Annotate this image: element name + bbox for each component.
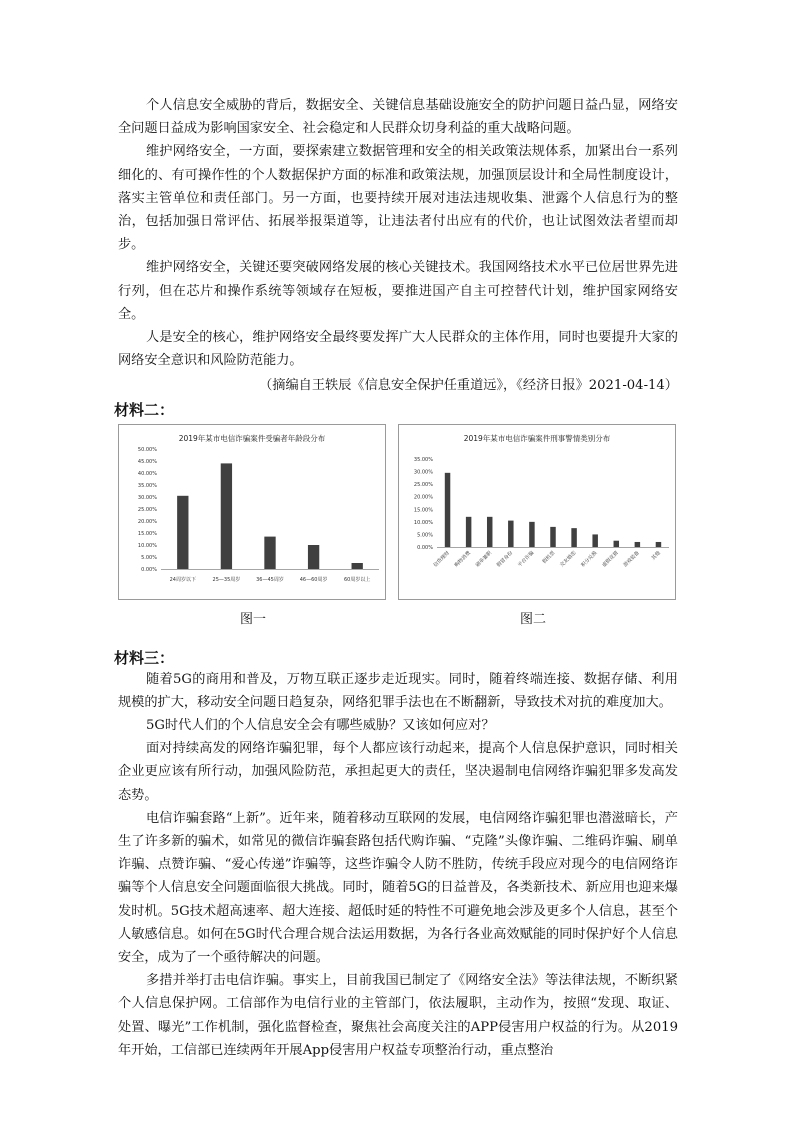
bar	[508, 520, 513, 546]
section-heading-material-2: 材料二：	[114, 400, 175, 419]
charts-row	[118, 424, 678, 646]
document-page	[114, 94, 678, 1062]
bar	[308, 545, 319, 569]
x-tick-label: 刷单兼职	[474, 549, 494, 569]
bar	[656, 542, 661, 547]
figure-caption-2: 图二	[520, 611, 547, 627]
y-tick-label: 0.00%	[417, 544, 433, 551]
y-tick-label: 15.00%	[137, 530, 157, 537]
y-tick-label: 45.00%	[137, 458, 157, 465]
bar	[592, 534, 597, 547]
x-tick-label: 平台诈骗	[516, 549, 536, 569]
bar	[221, 463, 232, 569]
bar	[550, 527, 555, 547]
y-tick-label: 5.00%	[417, 532, 433, 539]
paragraph: 人是安全的核心，维护网络安全最终要发挥广大人民群众的主体作用，同时也要提升大家的网络安全意识和风险防范能力。	[118, 330, 678, 369]
bar	[264, 536, 275, 568]
x-tick-label: 购物消费	[453, 549, 473, 569]
x-tick-label: 信贷理财	[432, 549, 451, 569]
y-tick-label: 5.00%	[141, 554, 157, 561]
x-tick-label: 游戏装备	[622, 549, 641, 569]
bar	[352, 563, 363, 569]
x-tick-label: 假冒身份	[495, 549, 515, 569]
y-tick-label: 35.00%	[137, 482, 157, 489]
x-tick-label: 24周岁以下	[169, 576, 196, 583]
source-citation: （摘编自王轶辰《信息安全保护任重道远》，《经济日报》2021-04-14）	[259, 378, 678, 394]
x-tick-label: 其他	[650, 549, 662, 562]
paragraph: 面对持续高发的网络诈骗犯罪，每个人都应该行动起来，提高个人信息保护意识，同时相关企业更应该有所行动，加强风险防范，承担起更大的责任，坚决遏制电信网络诈骗犯罪多发高发态势。	[118, 741, 678, 803]
x-tick-label: 积分兑换	[580, 549, 599, 569]
y-tick-label: 15.00%	[413, 506, 433, 513]
x-tick-label: 36—45周岁	[256, 576, 284, 583]
y-tick-label: 10.00%	[413, 519, 433, 526]
chart-case-category	[398, 424, 676, 600]
x-tick-label: 交友婚恋	[559, 549, 578, 569]
y-tick-label: 20.00%	[137, 518, 157, 525]
x-tick-label: 虚假竞猜	[601, 549, 620, 569]
y-tick-label: 50.00%	[137, 446, 157, 453]
y-tick-label: 35.00%	[413, 456, 433, 463]
paragraph: 维护网络安全，一方面，要探索建立数据管理和安全的相关政策法规体系，加紧出台一系列细化的、有可操作性的个人数据保护方面的标准和政策法规，加强顶层设计和全局性制度设计，落实主管单位和责任部门。另一方面，也要持续开展对违法违规收集、泄露个人信息行为的整治，包括加强日常评估、拓展举报渠道等，让违法者付出应有的代价，也让试图效法者望而却步。	[118, 144, 678, 253]
y-tick-label: 0.00%	[141, 566, 157, 573]
figure-caption-1: 图一	[240, 611, 267, 627]
x-tick-label: 60周岁以上	[344, 576, 371, 583]
paragraph: 5G时代人们的个人信息安全会有哪些威胁？又该如何应对？	[146, 718, 495, 734]
y-tick-label: 20.00%	[413, 494, 433, 501]
y-tick-label: 30.00%	[413, 469, 433, 476]
y-tick-label: 40.00%	[137, 470, 157, 477]
bar	[487, 516, 492, 546]
paragraph: 多措并举打击电信诈骗。事实上，目前我国已制定了《网络安全法》等法律法规，不断织紧个人信息保护网。工信部作为电信行业的主管部门，依法履职，主动作为，按照“发现、取证、处置、曝光”工作机制，强化监督检查，聚焦社会高度关注的APP侵害用户权益的行为。从2019年开始，工信部已连续两年开展App侵害用户权益专项整治行动，重点整治	[118, 973, 678, 1058]
chart-title: 2019年某市电信诈骗案件刑事警情类别分布	[463, 433, 611, 443]
bar	[571, 528, 576, 547]
y-tick-label: 30.00%	[137, 494, 157, 501]
chart-1-svg	[119, 425, 385, 599]
paragraph: 个人信息安全威胁的背后，数据安全、关键信息基础设施安全的防护问题日益凸显，网络安全问题日益成为影响国家安全、社会稳定和人民群众切身利益的重大战略问题。	[118, 98, 678, 137]
y-tick-label: 25.00%	[137, 506, 157, 513]
section-heading-material-3: 材料三：	[114, 648, 175, 667]
x-tick-label: 假机票	[541, 549, 557, 565]
chart-title: 2019年某市电信诈骗案件受骗者年龄段分布	[178, 433, 326, 443]
bar	[635, 542, 640, 547]
bar	[445, 472, 450, 546]
bar	[529, 521, 534, 546]
y-tick-label: 25.00%	[413, 481, 433, 488]
x-tick-label: 25—35周岁	[212, 576, 241, 583]
bar	[177, 495, 188, 568]
paragraph: 随着5G的商用和普及，万物互联正逐步走近现实。同时，随着终端连接、数据存储、利用规模的扩大，移动安全问题日趋复杂，网络犯罪手法也在不断翻新，导致技术对抗的难度加大。	[118, 671, 678, 710]
y-tick-label: 10.00%	[137, 542, 157, 549]
bar	[466, 516, 471, 546]
x-tick-label: 46—60周岁	[299, 576, 328, 583]
chart-2-svg	[399, 425, 675, 599]
paragraph: 电信诈骗套路“上新”。近年来，随着移动互联网的发展，电信网络诈骗犯罪也潜滋暗长，产生了许多新的骗术，如常见的微信诈骗套路包括代购诈骗、“克隆”头像诈骗、二维码诈骗、刷单诈骗、点赞诈骗、“爱心传递”诈骗等，这些诈骗令人防不胜防，传统手段应对现今的电信网络诈骗等个人信息安全问题面临很大挑战。同时，随着5G的日益普及，各类新技术、新应用也迎来爆发时机。5G技术超高速率、超大连接、超低时延的特性不可避免地会涉及更多个人信息，甚至个人敏感信息。如何在5G时代合理合规合法运用数据，为各行各业高效赋能的同时保护好个人信息安全，成为了一个亟待解决的问题。	[118, 810, 678, 966]
bar	[614, 540, 619, 546]
paragraph: 维护网络安全，关键还要突破网络发展的核心关键技术。我国网络技术水平已位居世界先进行列，但在芯片和操作系统等领域存在短板，要推进国产自主可控替代计划，维护国家网络安全。	[118, 260, 678, 322]
chart-age-distribution	[118, 424, 386, 600]
